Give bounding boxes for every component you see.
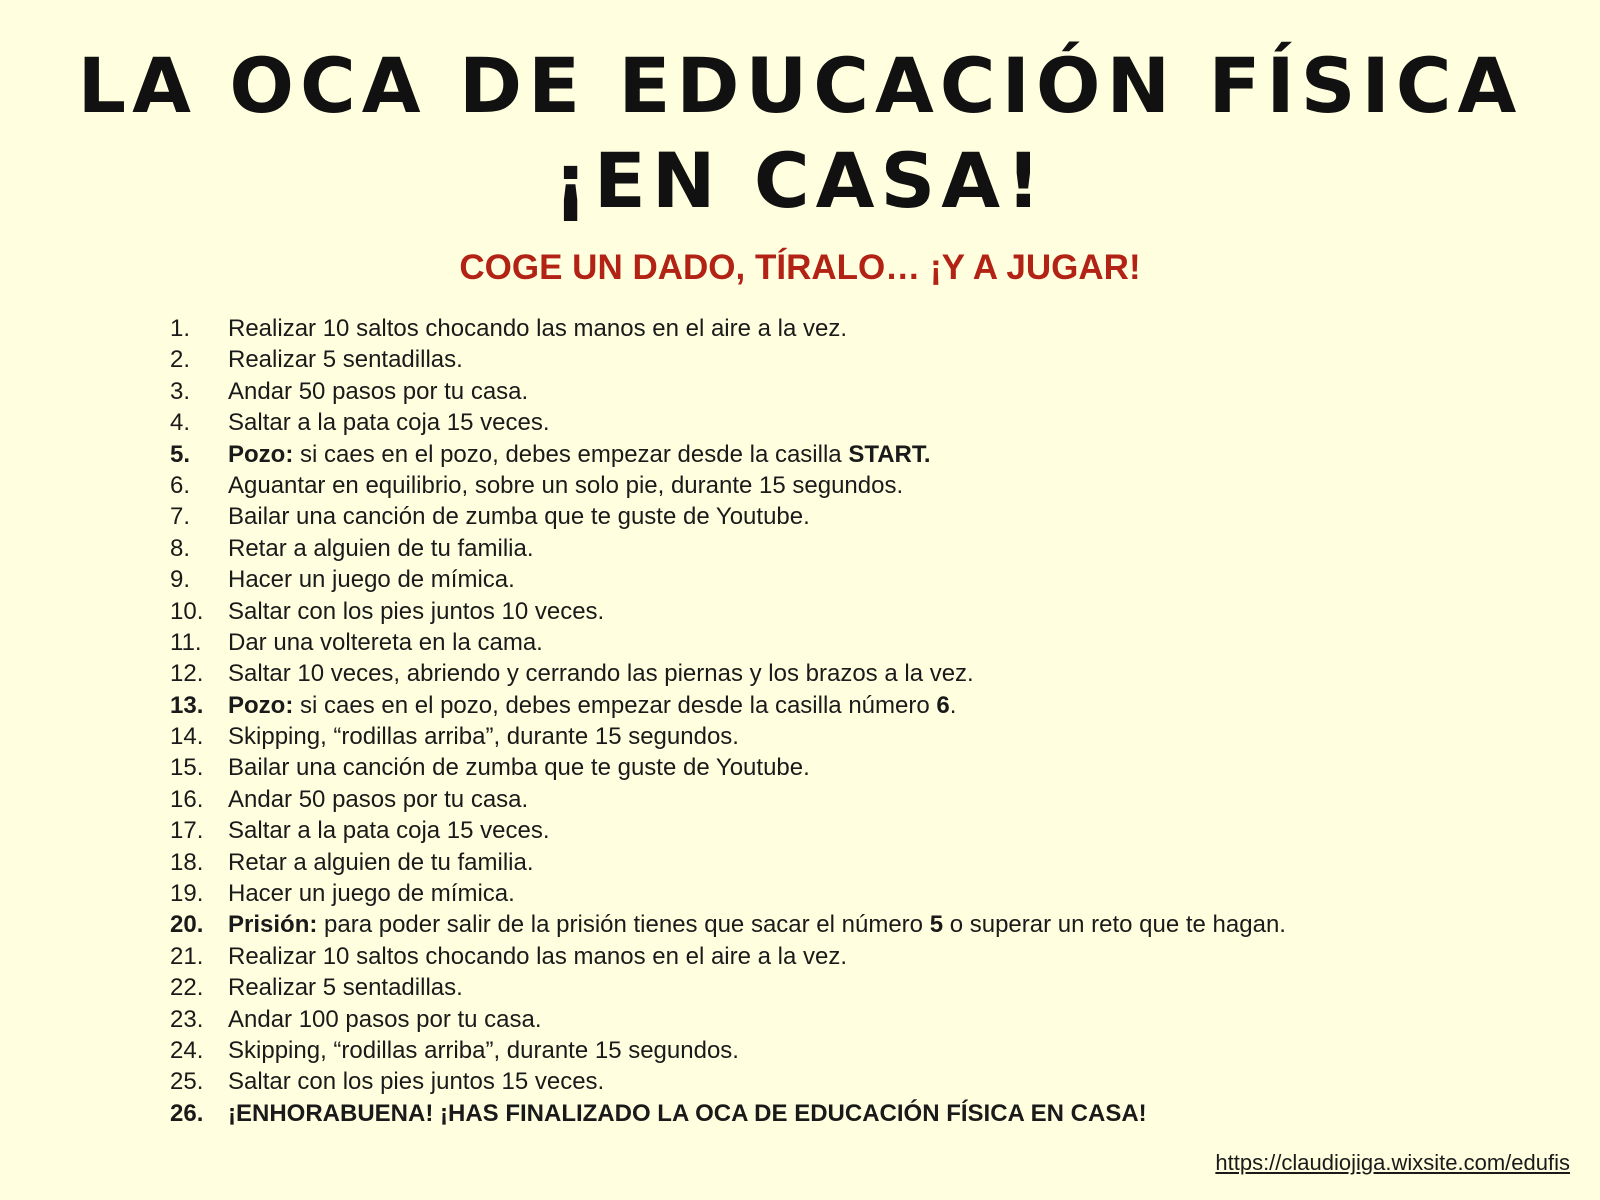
list-item-text: o superar un reto que te hagan. bbox=[943, 911, 1286, 939]
list-item-text: Realizar 5 sentadillas. bbox=[228, 974, 463, 1002]
list-item bbox=[170, 564, 1590, 595]
list-item-text: Realizar 5 sentadillas. bbox=[228, 346, 463, 374]
list-item bbox=[170, 658, 1590, 689]
list-item-number: 7. bbox=[170, 503, 191, 531]
list-item-number: 3. bbox=[170, 377, 191, 405]
list-item-text: Saltar a la pata coja 15 veces. bbox=[228, 409, 550, 437]
list-item-text: Retar a alguien de tu familia. bbox=[228, 534, 534, 562]
list-item-number: 8. bbox=[170, 534, 191, 562]
list-item-text: Skipping, “rodillas arriba”, durante 15 segundos. bbox=[228, 1036, 739, 1064]
list-item-text: 6 bbox=[936, 691, 950, 719]
list-item bbox=[170, 1035, 1590, 1066]
list-item-number: 10. bbox=[170, 597, 204, 625]
list-item-number: 21. bbox=[170, 942, 204, 970]
list-item-number: 19. bbox=[170, 880, 204, 908]
list-item-number: 1. bbox=[170, 315, 191, 342]
list-item-text: Hacer un juego de mímica. bbox=[228, 880, 515, 908]
list-item-number: 22. bbox=[170, 974, 204, 1002]
list-item bbox=[170, 784, 1590, 815]
list-item-text: Retar a alguien de tu familia. bbox=[228, 848, 534, 876]
list-item-number: 4. bbox=[170, 409, 191, 437]
rules-list bbox=[170, 313, 1590, 1129]
list-item-text: Aguantar en equilibrio, sobre un solo pie, durante 15 segundos. bbox=[228, 471, 904, 499]
list-item-number: 26. bbox=[170, 1099, 204, 1127]
list-item-text: Saltar 10 veces, abriendo y cerrando las piernas y los brazos a la vez. bbox=[228, 660, 974, 688]
list-item bbox=[170, 533, 1590, 564]
list-item-number: 20. bbox=[170, 911, 204, 939]
list-item-number: 14. bbox=[170, 723, 204, 751]
list-item-text: Pozo: bbox=[228, 691, 294, 719]
page-title-line-2: ¡EN CASA! bbox=[553, 136, 1047, 225]
list-item bbox=[170, 721, 1590, 752]
list-item-text: Bailar una canción de zumba que te guste de Youtube. bbox=[228, 754, 810, 782]
list-item-text: si caes en el pozo, debes empezar desde la casilla bbox=[293, 440, 849, 468]
list-item-number: 13. bbox=[170, 691, 204, 719]
list-item-text: Prisión: bbox=[228, 911, 318, 939]
list-item bbox=[170, 752, 1590, 783]
list-item-number: 2. bbox=[170, 346, 191, 374]
list-item-text: Hacer un juego de mímica. bbox=[228, 566, 515, 594]
list-item bbox=[170, 313, 1590, 344]
list-item-text: Saltar con los pies juntos 10 veces. bbox=[228, 597, 605, 625]
list-item-number: 15. bbox=[170, 754, 204, 782]
list-item-text: . bbox=[949, 691, 957, 719]
list-item-text: 5 bbox=[929, 911, 944, 939]
list-item-number: 9. bbox=[170, 566, 191, 594]
list-item bbox=[170, 941, 1590, 972]
list-item bbox=[170, 439, 1590, 470]
list-item bbox=[170, 470, 1590, 501]
footer-link[interactable]: https://claudiojiga.wixsite.com/edufis bbox=[1215, 1150, 1570, 1175]
list-item bbox=[170, 501, 1590, 532]
list-item-text: Realizar 10 saltos chocando las manos en el aire a la vez. bbox=[228, 942, 848, 970]
list-item-text: Realizar 10 saltos chocando las manos en el aire a la vez. bbox=[228, 315, 848, 342]
list-item bbox=[170, 1066, 1590, 1097]
list-item bbox=[170, 344, 1590, 375]
list-item-text: Andar 100 pasos por tu casa. bbox=[228, 1005, 542, 1033]
list-item bbox=[170, 878, 1590, 909]
list-item bbox=[170, 596, 1590, 627]
list-item-number: 12. bbox=[170, 660, 204, 688]
list-item-number: 16. bbox=[170, 785, 204, 813]
list-item-text: Andar 50 pasos por tu casa. bbox=[228, 785, 529, 813]
list-item-text: Dar una voltereta en la cama. bbox=[228, 628, 543, 656]
list-item bbox=[170, 815, 1590, 846]
list-item-text: Pozo: bbox=[228, 440, 294, 468]
subtitle: COGE UN DADO, TÍRALO… ¡Y A JUGAR! bbox=[459, 248, 1141, 287]
list-item-number: 5. bbox=[170, 440, 191, 468]
list-item-text: ¡ENHORABUENA! ¡HAS FINALIZADO LA OCA DE EDUCACIÓN FÍSICA EN CASA! bbox=[228, 1099, 1147, 1127]
list-item-number: 6. bbox=[170, 471, 191, 499]
list-item bbox=[170, 376, 1590, 407]
page-title-line-1: LA OCA DE EDUCACIÓN FÍSICA bbox=[77, 41, 1523, 130]
list-item-text: Bailar una canción de zumba que te guste de Youtube. bbox=[228, 503, 810, 531]
list-item bbox=[170, 972, 1590, 1003]
list-item bbox=[170, 909, 1590, 940]
list-item-number: 23. bbox=[170, 1005, 204, 1033]
list-item bbox=[170, 847, 1590, 878]
list-item-text: Andar 50 pasos por tu casa. bbox=[228, 377, 529, 405]
list-item bbox=[170, 690, 1590, 721]
list-item-text: si caes en el pozo, debes empezar desde la casilla número bbox=[293, 691, 937, 719]
list-item bbox=[170, 407, 1590, 438]
list-item-text: Skipping, “rodillas arriba”, durante 15 segundos. bbox=[228, 723, 739, 751]
list-item-number: 18. bbox=[170, 848, 204, 876]
list-item bbox=[170, 1098, 1590, 1129]
list-item-text: Saltar a la pata coja 15 veces. bbox=[228, 817, 550, 845]
list-item-text: Saltar con los pies juntos 15 veces. bbox=[228, 1068, 605, 1096]
list-item bbox=[170, 627, 1590, 658]
list-item-number: 17. bbox=[170, 817, 204, 845]
list-item-number: 24. bbox=[170, 1036, 204, 1064]
list-item-number: 25. bbox=[170, 1068, 204, 1096]
list-item-text: para poder salir de la prisión tienes que sacar el número bbox=[317, 911, 930, 939]
list-item bbox=[170, 1004, 1590, 1035]
list-item-number: 11. bbox=[170, 628, 202, 656]
list-item-text: START. bbox=[848, 440, 931, 468]
